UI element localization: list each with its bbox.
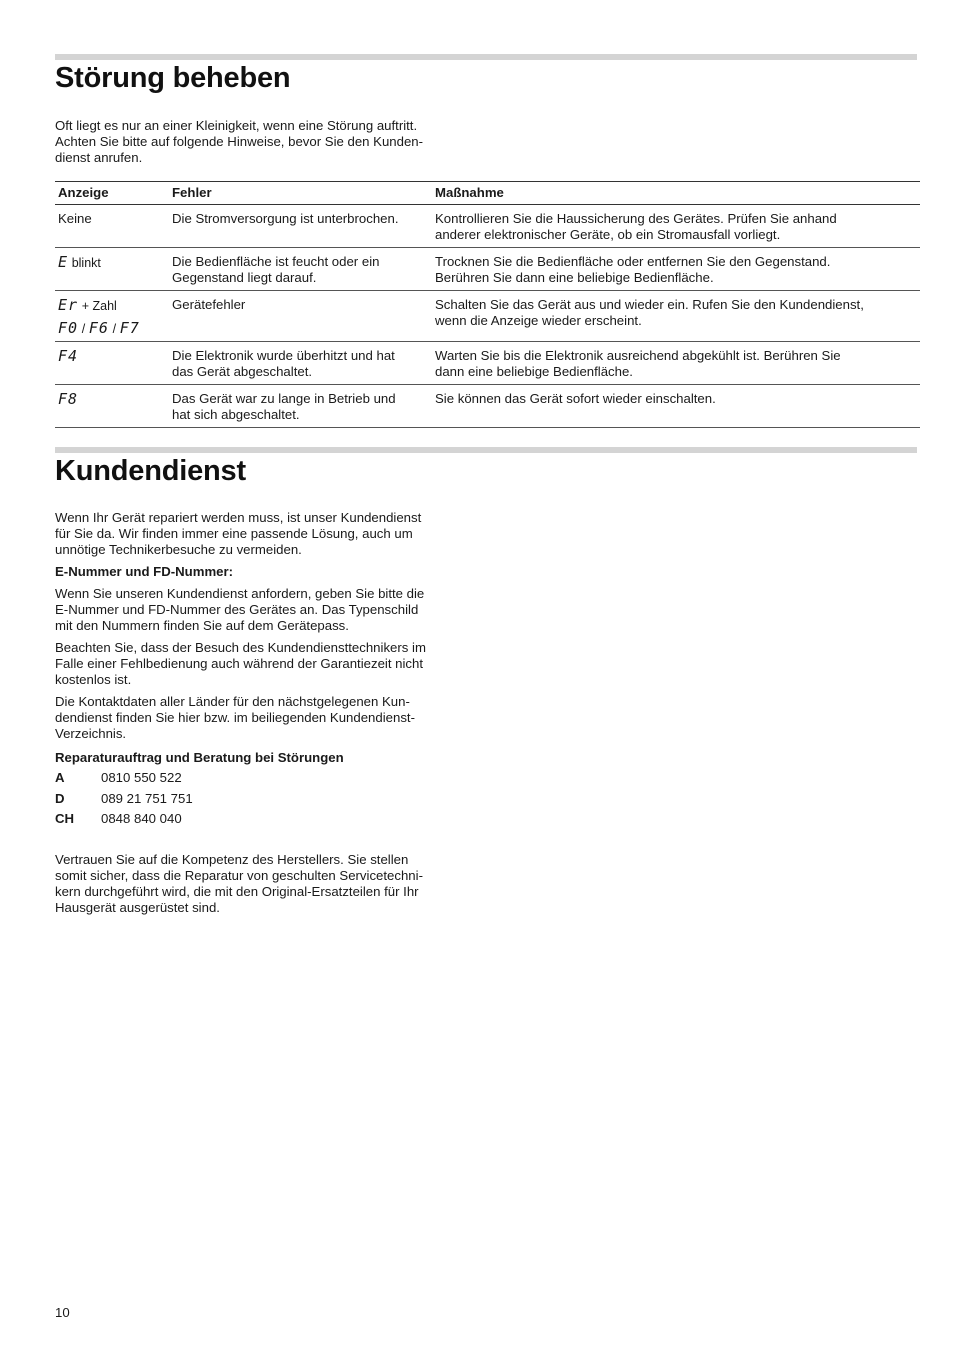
cell-massnahme [432, 291, 920, 342]
cell-massnahme [432, 342, 920, 385]
fault-line: das Gerät abgeschaltet. [172, 364, 313, 379]
cell-anzeige [55, 342, 169, 385]
header-anzeige: Anzeige [55, 182, 169, 205]
page-number: 10 [55, 1305, 70, 1320]
cell-fehler [169, 205, 432, 248]
action-line: Warten Sie bis die Elektronik ausreichend abgekühlt ist. Berühren Sie [435, 348, 841, 363]
paragraph [55, 694, 480, 742]
fault-line: Das Gerät war zu lange in Betrieb und [172, 391, 396, 406]
action-line: anderer elektronischer Geräte, ob ein Stromausfall vorliegt. [435, 227, 781, 242]
text-line: Wenn Sie unseren Kundendienst anfordern, geben Sie bitte die [55, 586, 425, 601]
country-code: D [55, 790, 65, 806]
fault-line: Gerätefehler [172, 297, 246, 312]
display-code-f0: F0 [58, 319, 79, 337]
table-row [55, 248, 920, 291]
text-line: Hausgerät ausgerüstet sind. [55, 899, 220, 915]
phone-number: 089 21 751 751 [101, 790, 193, 806]
cell-anzeige [55, 291, 169, 342]
header-massnahme: Maßnahme [432, 182, 920, 205]
cell-fehler [169, 342, 432, 385]
display-code-f6: F6 [88, 319, 109, 337]
fault-line: Die Stromversorgung ist unterbrochen. [172, 211, 399, 226]
phone-number: 0810 550 522 [101, 770, 182, 785]
header-fehler: Fehler [169, 182, 432, 205]
paragraph [55, 586, 480, 634]
text-line: unnötige Technikerbesuche zu vermeiden. [55, 542, 302, 557]
phone-entry [55, 809, 480, 830]
text-line: E-Nummer und FD-Nummer des Gerätes an. Das Typenschild [55, 602, 419, 617]
intro-line: dienst anrufen. [55, 150, 143, 165]
table-row [55, 205, 920, 248]
fault-line: Gegenstand liegt darauf. [172, 270, 317, 285]
action-line: dann eine beliebige Bedienfläche. [435, 364, 633, 379]
display-text: + Zahl [81, 299, 117, 313]
display-code-f8: F8 [58, 390, 79, 408]
paragraph [55, 640, 480, 688]
action-line: Schalten Sie das Gerät aus und wieder ein. Rufen Sie den Kundendienst, [435, 297, 864, 312]
text-line: Die Kontaktdaten aller Länder für den nächstgelegenen Kun- [55, 694, 410, 709]
country-code: CH [55, 811, 75, 826]
cell-anzeige [55, 385, 169, 428]
text-line: für Sie da. Wir finden immer eine passende Lösung, auch um [55, 526, 413, 541]
section-divider-top [55, 54, 917, 60]
phone-number: 0848 840 040 [101, 811, 182, 826]
display-code-f7: F7 [119, 319, 140, 337]
cell-massnahme [432, 205, 920, 248]
text-line: mit den Nummern finden Sie auf dem Gerätepass. [55, 618, 349, 633]
cell-anzeige [55, 205, 169, 248]
text-line: Wenn Ihr Gerät repariert werden muss, ist unser Kundendienst [55, 510, 422, 525]
stoerung-intro [55, 118, 480, 166]
cell-fehler [169, 291, 432, 342]
display-text: Keine [58, 211, 92, 226]
fault-table [55, 181, 920, 428]
text-line: Beachten Sie, dass der Besuch des Kundendiensttechnikers im [55, 640, 426, 655]
phone-entry [55, 789, 480, 810]
text-line: Verzeichnis. [55, 726, 127, 741]
table-header-row [55, 182, 920, 205]
cell-fehler [169, 248, 432, 291]
display-code-er: Er [58, 296, 79, 314]
paragraph [55, 510, 480, 558]
action-line: Sie können das Gerät sofort wieder einschalten. [435, 391, 716, 406]
paragraph [55, 852, 480, 916]
cell-massnahme [432, 385, 920, 428]
text-line: kern durchgeführt wird, die mit den Original-Ersatzteilen für Ihr [55, 883, 419, 899]
fault-line: hat sich abgeschaltet. [172, 407, 300, 422]
action-line: Trocknen Sie die Bedienfläche oder entfernen Sie den Gegenstand. [435, 254, 831, 269]
table-row [55, 291, 920, 342]
cell-fehler [169, 385, 432, 428]
action-line: wenn die Anzeige wieder erscheint. [435, 313, 642, 328]
phone-entry [55, 768, 480, 789]
text-line: somit sicher, dass die Reparatur von geschulten Servicetechni- [55, 867, 423, 883]
table-row [55, 342, 920, 385]
subheading-reparaturauftrag: Reparaturauftrag und Beratung bei Störungen [55, 750, 344, 765]
display-code-e: E [58, 253, 69, 271]
cell-massnahme [432, 248, 920, 291]
action-line: Kontrollieren Sie die Haussicherung des Gerätes. Prüfen Sie anhand [435, 211, 837, 226]
phone-list [55, 768, 480, 830]
separator: / [112, 322, 117, 336]
text-line: kostenlos ist. [55, 672, 132, 687]
country-code: A [55, 770, 65, 785]
section-divider-kundendienst [55, 447, 917, 453]
section-title-kundendienst: Kundendienst [55, 455, 246, 487]
kundendienst-body [55, 510, 480, 922]
intro-line: Achten Sie bitte auf folgende Hinweise, bevor Sie den Kunden- [55, 134, 424, 149]
fault-line: Die Elektronik wurde überhitzt und hat [172, 348, 395, 363]
action-line: Berühren Sie dann eine beliebige Bedienfläche. [435, 270, 714, 285]
text-line: Vertrauen Sie auf die Kompetenz des Herstellers. Sie stellen [55, 851, 409, 867]
intro-line: Oft liegt es nur an einer Kleinigkeit, wenn eine Störung auftritt. [55, 118, 418, 133]
fault-line: Die Bedienfläche ist feucht oder ein [172, 254, 380, 269]
subheading-e-nummer: E-Nummer und FD-Nummer: [55, 564, 234, 579]
display-text: blinkt [71, 256, 101, 270]
section-title-stoerung: Störung beheben [55, 62, 291, 94]
cell-anzeige [55, 248, 169, 291]
text-line: Falle einer Fehlbedienung auch während der Garantiezeit nicht [55, 656, 424, 671]
table-row [55, 385, 920, 428]
text-line: dendienst finden Sie hier bzw. im beiliegenden Kundendienst- [55, 710, 415, 725]
separator: / [81, 322, 86, 336]
display-code-f4: F4 [58, 347, 79, 365]
